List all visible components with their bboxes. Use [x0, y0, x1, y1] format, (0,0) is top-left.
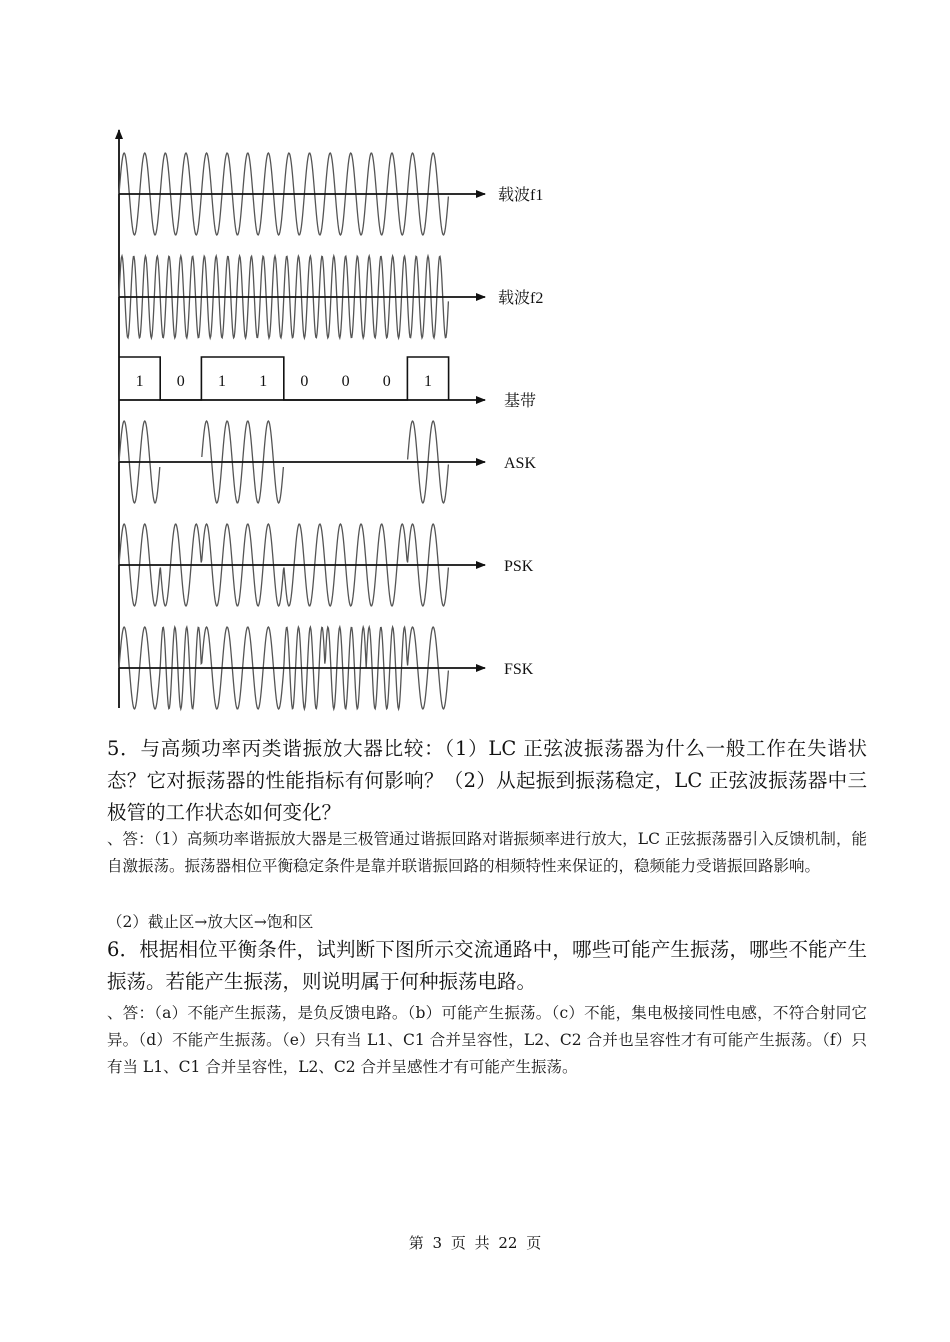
baseband-signal: [119, 357, 449, 400]
row-baseband: [119, 357, 536, 410]
row-carrier-f1: [119, 153, 543, 235]
row-ask: [119, 421, 536, 503]
ask-label: ASK: [504, 455, 537, 472]
psk-label: PSK: [504, 558, 534, 575]
fsk-label: FSK: [504, 661, 534, 678]
bit-label: 1: [218, 373, 226, 390]
answer-5-part-2: （2）截止区→放大区→饱和区: [107, 913, 314, 931]
bit-label: 1: [259, 373, 268, 390]
bit-label: 1: [135, 373, 144, 390]
row-psk: [119, 524, 534, 606]
page-footer: 第 3 页 共 22 页: [408, 1234, 542, 1252]
bit-label: 0: [341, 373, 350, 390]
row-fsk: [119, 627, 534, 709]
bit-label: 0: [300, 373, 309, 390]
answer-5-part-1: 、答：（1）高频功率谐振放大器是三极管通过谐振回路对谐振频率进行放大，LC 正弦振荡器引入反馈机制，能自激振荡。振荡器相位平衡稳定条件是靠并联谐振回路的相频特性来保证的，稳频能力受谐振回路影响。: [107, 830, 867, 875]
answer-6: 、答：（a）不能产生振荡，是负反馈电路。（b）可能产生振荡。（c）不能，集电极接同性电感，不符合射同它异。（d）不能产生振荡。（e）只有当 L1、C1 合并呈容性，L2、C2 合并也呈容性才有可能产生振荡。（f）只有当 L1、C1 合并呈容性，L2、C2 合并呈感性才有可能产生振荡。: [107, 1004, 867, 1076]
bit-label: 0: [382, 373, 391, 390]
bit-label: 0: [176, 373, 185, 390]
question-5: 5．与高频功率丙类谐振放大器比较：（1）LC 正弦波振荡器为什么一般工作在失谐状态？它对振荡器的性能指标有何影响？（2）从起振到振荡稳定，LC 正弦波振荡器中三极管的工作状态如何变化？: [107, 737, 867, 824]
bit-label: 1: [424, 373, 432, 390]
carrier-f1-label: 载波f1: [498, 187, 544, 204]
baseband-label: 基带: [504, 393, 537, 410]
carrier-f2-label: 载波f2: [498, 290, 544, 307]
question-6: 6．根据相位平衡条件，试判断下图所示交流通路中，哪些可能产生振荡，哪些不能产生振荡。若能产生振荡，则说明属于何种振荡电路。: [107, 938, 867, 993]
row-carrier-f2: [119, 256, 543, 338]
